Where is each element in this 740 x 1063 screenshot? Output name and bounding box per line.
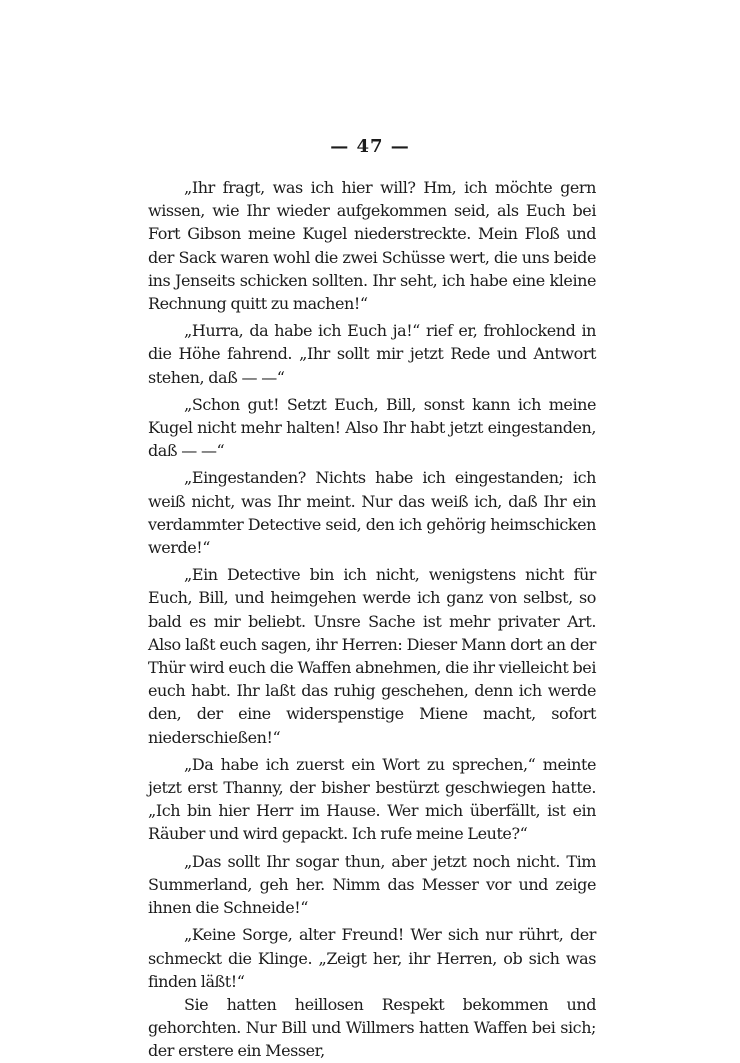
paragraph-7: „Das sollt Ihr sogar thun, aber jetzt noch nicht. Tim Summerland, geh her. Nimm das Messer vor und zeige ihnen die Schneide!“	[148, 851, 596, 918]
paragraph-5: „Ein Detective bin ich nicht, wenigstens nicht für Euch, Bill, und heimgehen werde ich ganz von selbst, so bald es mir beliebt. Unsre Sache ist mehr privater Art. Also laßt euch sagen, ihr Herren: Dieser Mann dort an der Thür wird euch die Waffen abnehmen, die ihr vielleicht bei euch habt. Ihr laßt das ruhig geschehen, denn ich werde den, der eine widerspenstige Miene macht, sofort niederschießen!“	[148, 565, 596, 747]
paragraph-8: „Keine Sorge, alter Freund! Wer sich nur rührt, der schmeckt die Klinge. „Zeigt her, ihr Herren, ob sich was finden läßt!“	[148, 925, 596, 991]
paragraph-9: Sie hatten heillosen Respekt bekommen und gehorchten. Nur Bill und Willmers hatten Waffen bei sich; der erstere ein Messer,	[148, 994, 596, 1061]
paragraph-1: „Ihr fragt, was ich hier will? Hm, ich möchte gern wissen, wie Ihr wieder aufgekommen seid, als Euch bei Fort Gibson meine Kugel niederstreckte. Mein Floß und der Sack waren wohl die zwei Schüsse wert, die uns beide ins Jenseits schicken sollten. Ihr seht, ich habe eine kleine Rechnung quitt zu machen!“	[148, 178, 596, 314]
body-text	[148, 176, 596, 1063]
paragraph-3: „Schon gut! Setzt Euch, Bill, sonst kann ich meine Kugel nicht mehr halten! Also Ihr habt jetzt eingestanden, daß — —“	[148, 394, 596, 461]
page-number: — 47 —	[330, 136, 410, 157]
paragraph-6: „Da habe ich zuerst ein Wort zu sprechen,“ meinte jetzt erst Thanny, der bisher bestürzt geschwiegen hatte. „Ich bin hier Herr im Hause. Wer mich überfällt, ist ein Räuber und wird gepackt. Ich rufe meine Leute?“	[148, 754, 596, 844]
paragraph-4: „Eingestanden? Nichts habe ich eingestanden; ich weiß nicht, was Ihr meint. Nur das weiß ich, daß Ihr ein verdammter Detective seid, den ich gehörig heimschicken werde!“	[148, 468, 596, 558]
paragraph-2: „Hurra, da habe ich Euch ja!“ rief er, frohlockend in die Höhe fahrend. „Ihr sollt mir jetzt Rede und Antwort stehen, daß — —“	[148, 321, 596, 387]
